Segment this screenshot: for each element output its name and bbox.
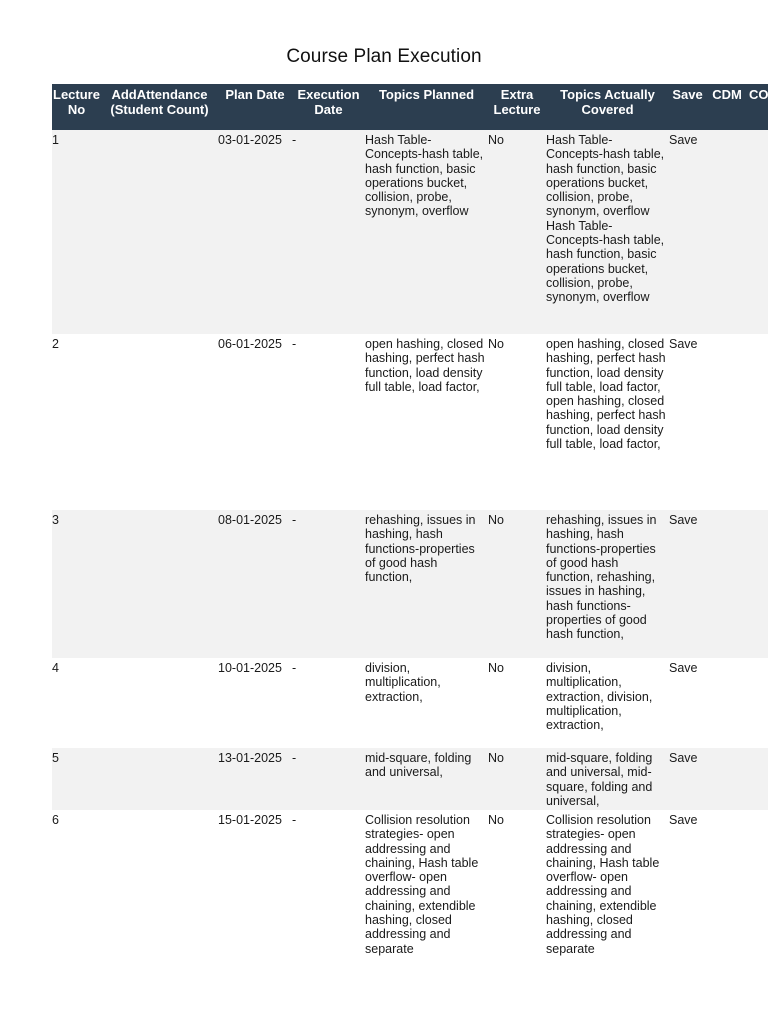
cell-lecture-no: 5 [52,748,101,810]
cell-co [748,510,768,658]
cell-cdm [706,510,748,658]
cell-extra-lecture: No [488,658,546,748]
save-link[interactable]: Save [669,510,706,658]
cell-plan-date: 08-01-2025 [218,510,292,658]
cell-co [748,334,768,510]
cell-topics-covered: Hash Table-Concepts-hash table, hash function, basic operations bucket, collision, probe, synonym, overflow Hash Table-Concepts-hash table, hash function, basic operations bucket, collision, probe, synonym, overflow [546,130,669,334]
table-row [52,748,768,810]
cell-extra-lecture: No [488,334,546,510]
cell-plan-date: 06-01-2025 [218,334,292,510]
cell-co [748,658,768,748]
table-row [52,334,768,510]
header-execution-date: Execution Date [292,84,365,130]
cell-topics-covered: open hashing, closed hashing, perfect hash function, load density full table, load factor, open hashing, closed hashing, perfect hash function, load density full table, load factor, [546,334,669,510]
cell-extra-lecture: No [488,810,546,960]
cell-lecture-no: 1 [52,130,101,334]
cell-extra-lecture: No [488,510,546,658]
cell-topics-planned: division, multiplication, extraction, [365,658,488,748]
cell-extra-lecture: No [488,130,546,334]
header-plan-date: Plan Date [218,84,292,130]
cell-execution-date: - [292,658,365,748]
header-cdm: CDM [706,84,748,130]
page-title: Course Plan Execution [286,46,482,67]
cell-cdm [706,748,748,810]
header-topics-planned: Topics Planned [365,84,488,130]
cell-execution-date: - [292,130,365,334]
cell-execution-date: - [292,510,365,658]
cell-attendance [101,748,218,810]
cell-plan-date: 10-01-2025 [218,658,292,748]
cell-lecture-no: 3 [52,510,101,658]
cell-plan-date: 13-01-2025 [218,748,292,810]
table-row [52,510,768,658]
header-co: CO [748,84,768,130]
cell-lecture-no: 4 [52,658,101,748]
cell-topics-covered: Collision resolution strategies- open addressing and chaining, Hash table overflow- open addressing and chaining, extendible hashing, closed addressing and separate [546,810,669,960]
cell-attendance [101,334,218,510]
cell-cdm [706,334,748,510]
save-link[interactable]: Save [669,810,706,960]
cell-attendance [101,810,218,960]
cell-cdm [706,658,748,748]
cell-topics-planned: open hashing, closed hashing, perfect hash function, load density full table, load factor, [365,334,488,510]
cell-execution-date: - [292,810,365,960]
cell-attendance [101,658,218,748]
save-link[interactable]: Save [669,130,706,334]
header-save: Save [669,84,706,130]
course-plan-table-container [52,84,768,960]
cell-topics-planned: mid-square, folding and universal, [365,748,488,810]
cell-extra-lecture: No [488,748,546,810]
cell-topics-covered: division, multiplication, extraction, division, multiplication, extraction, [546,658,669,748]
cell-attendance [101,510,218,658]
header-topics-covered: Topics Actually Covered [546,84,669,130]
table-row [52,810,768,960]
save-link[interactable]: Save [669,334,706,510]
cell-lecture-no: 6 [52,810,101,960]
cell-execution-date: - [292,748,365,810]
course-plan-table [52,84,768,960]
cell-topics-planned: Hash Table-Concepts-hash table, hash function, basic operations bucket, collision, probe, synonym, overflow [365,130,488,334]
cell-cdm [706,130,748,334]
cell-topics-planned: rehashing, issues in hashing, hash functions-properties of good hash function, [365,510,488,658]
cell-co [748,748,768,810]
table-row [52,130,768,334]
cell-plan-date: 15-01-2025 [218,810,292,960]
cell-attendance [101,130,218,334]
cell-lecture-no: 2 [52,334,101,510]
header-add-attendance: AddAttendance (Student Count) [101,84,218,130]
table-row [52,658,768,748]
save-link[interactable]: Save [669,658,706,748]
cell-execution-date: - [292,334,365,510]
header-extra-lecture: Extra Lecture [488,84,546,130]
cell-topics-covered: rehashing, issues in hashing, hash functions-properties of good hash function, rehashing, issues in hashing, hash functions-properties of good hash function, [546,510,669,658]
table-header-row [52,84,768,130]
cell-co [748,810,768,960]
header-lecture-no: Lecture No [52,84,101,130]
cell-topics-planned: Collision resolution strategies- open addressing and chaining, Hash table overflow- open addressing and chaining, extendible hashing, closed addressing and separate [365,810,488,960]
cell-topics-covered: mid-square, folding and universal, mid-square, folding and universal, [546,748,669,810]
cell-co [748,130,768,334]
cell-plan-date: 03-01-2025 [218,130,292,334]
save-link[interactable]: Save [669,748,706,810]
cell-cdm [706,810,748,960]
